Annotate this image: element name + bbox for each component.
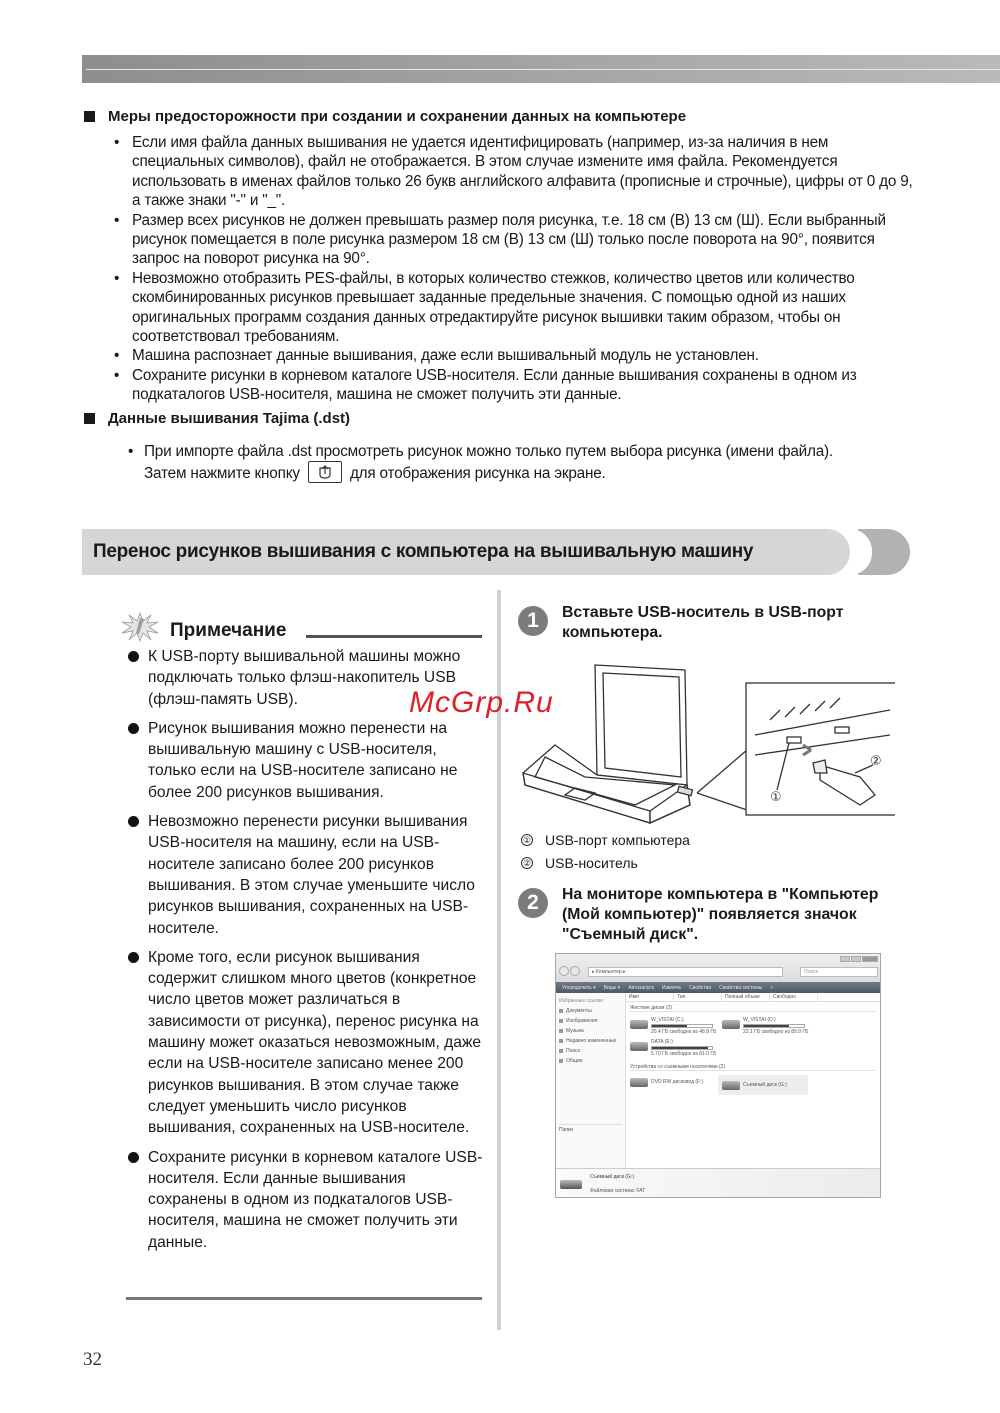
watermark: McGrp.Ru <box>409 686 554 719</box>
note-item: Сохраните рисунки в корневом каталоге USB-носителя. Если данные вышивания сохранены в одном из подкаталогов USB-носителя, машина не сможет получить эти данные. <box>128 1147 488 1253</box>
callout-2: ② USB-носитель <box>522 855 638 871</box>
svg-text:②: ② <box>870 754 882 769</box>
sidebar-item: Музыка <box>559 1028 622 1034</box>
note-item: К USB-порту вышивальной машины можно подключать только флэш-накопитель USB (флэш-память USB). <box>128 646 488 710</box>
tajima-heading: Данные вышивания Tajima (.dst) <box>84 410 350 427</box>
pattern-display-icon <box>308 461 342 483</box>
forward-icon <box>570 966 580 976</box>
tajima-line-1: При импорте файла .dst просмотреть рисунок можно только путем выбора рисунка (имени файла). <box>144 443 833 460</box>
list-item: • Сохраните рисунки в корневом каталоге USB-носителя. Если данные вышивания сохранены в одном из подкаталогов USB-носителя, машина не сможет получить эти данные. <box>114 366 914 405</box>
documents-icon <box>559 1009 563 1013</box>
note-list <box>128 646 488 1261</box>
group-removable: Устройства со съемными носителями (2) <box>630 1064 876 1071</box>
column-headers: Имя Тип Полный объем Свободно <box>626 993 880 1002</box>
drive-e: DATA (E:) 5.70 ГБ свободно из 81.0 ГБ <box>630 1039 716 1057</box>
list-item: • Машина распознает данные вышивания, даже если вышивальный модуль не установлен. <box>114 346 914 365</box>
sidebar-item: Общие <box>559 1058 622 1064</box>
dvd-drive-icon <box>630 1078 648 1087</box>
close-icon <box>862 956 878 962</box>
step-2: 2 На мониторе компьютера в "Компьютер (Мой компьютер)" появляется значок "Съемный диск". <box>518 885 908 945</box>
step-number-badge: 2 <box>518 888 548 918</box>
explorer-titlebar <box>556 954 880 982</box>
maximize-icon <box>851 956 861 962</box>
hard-drive-icon <box>630 1020 648 1029</box>
usb-drive-icon <box>560 1180 582 1189</box>
usb-drive-icon <box>722 1081 740 1090</box>
recent-icon <box>559 1039 563 1043</box>
drive-c: W_VISTAI (C:) 20.4 ГБ свободно из 48.8 ГБ <box>630 1017 716 1035</box>
explorer-content <box>626 993 880 1168</box>
folders-toggle: Папки <box>559 1124 622 1133</box>
precautions-list <box>114 133 914 405</box>
details-pane: Съемный диск (G:) Файловая система: FAT <box>556 1168 880 1198</box>
drive-f: DVD RW дисковод (F:) <box>630 1075 703 1087</box>
nav-buttons <box>559 966 581 976</box>
pictures-icon <box>559 1019 563 1023</box>
back-icon <box>559 966 569 976</box>
step-number-badge: 1 <box>518 606 548 636</box>
tajima-note: • При импорте файла .dst просмотреть рисунок можно только путем выбора рисунка (имени файла). Затем нажмите кнопку для отображения рисунка на экране. <box>128 443 833 483</box>
group-hdd: Жесткие диски (2) <box>630 1005 876 1012</box>
removable-disk-g[interactable]: Съемный диск (G:) <box>718 1075 808 1095</box>
explorer-window-screenshot <box>555 953 881 1198</box>
list-item: • Размер всех рисунков не должен превышать размер поля рисунка, т.е. 18 см (В) 13 см (Ш). Если выбранный рисунок помещается в поле рисунка размером 18 см (В) 13 см (Ш) только после поворота на 90°, появится запрос на поворот рисунка на 90°. <box>114 211 914 269</box>
note-item: Невозможно перенести рисунки вышивания USB-носителя на машину, если на USB-носителе записано более 200 рисунков вышивания. В этом случае уменьшите число рисунков вышивания, сохраненных на USB-носителе. <box>128 811 488 939</box>
explorer-toolbar: Упорядочить ▾ Виды ▾ Автозапуск Извлечь Свойства Свойства системы » <box>556 982 880 993</box>
callout-1: ① USB-порт компьютера <box>522 832 690 848</box>
sidebar-item: Изображения <box>559 1018 622 1024</box>
square-bullet-icon <box>84 413 95 424</box>
note-bottom-rule <box>126 1297 482 1300</box>
square-bullet-icon <box>84 111 95 122</box>
music-icon <box>559 1029 563 1033</box>
minimize-icon <box>840 956 850 962</box>
note-item: Кроме того, если рисунок вышивания содержит слишком много цветов (конкретное число цветов может различаться в зависимости от рисунка), перенос рисунка на машину может оказаться невозможным, даже если на USB-носителе записано менее 200 рисунков вышивания. В этом случае также следует уменьшить число рисунков вышивания, сохраненных на USB-носителе. <box>128 947 488 1139</box>
search-box: Поиск <box>800 967 878 977</box>
list-item: • Если имя файла данных вышивания не удается идентифицировать (например, из-за наличия в нем специальных символов), файл не отображается. В этом случае измените имя файла. Рекомендуется использовать в именах файлов только 26 букв английского алфавита (прописные и строчные), цифры от 0 до 9, а также знаки "-" и "_". <box>114 133 914 211</box>
laptop-usb-illustration <box>515 655 895 825</box>
explorer-sidebar: Избранные ссылки Документы Изображения Музыка Недавно измененные Поиск Общие Папки <box>556 993 626 1168</box>
svg-text:①: ① <box>770 790 782 805</box>
drive-d: W_VISTAI (D:) 22.1 ГБ свободно из 89.9 ГБ <box>722 1017 808 1035</box>
precautions-heading: Меры предосторожности при создании и сохранении данных на компьютере <box>84 108 686 125</box>
hard-drive-icon <box>630 1042 648 1051</box>
note-rule <box>306 635 482 638</box>
search-icon <box>559 1049 563 1053</box>
section-banner: Перенос рисунков вышивания с компьютера на вышивальную машину <box>82 529 850 575</box>
window-controls <box>839 956 878 962</box>
sidebar-item: Недавно измененные <box>559 1038 622 1044</box>
note-heading: Примечание <box>118 612 286 642</box>
page-number: 32 <box>83 1349 102 1370</box>
header-rule <box>86 69 1000 70</box>
hard-drive-icon <box>722 1020 740 1029</box>
public-icon <box>559 1059 563 1063</box>
sidebar-item: Поиск <box>559 1048 622 1054</box>
note-starburst-icon <box>118 612 162 642</box>
address-bar: ▸ Компьютер ▸ <box>588 967 783 977</box>
list-item: • Невозможно отобразить PES-файлы, в которых количество стежков, количество цветов или количество скомбинированных рисунков превышает заданные предельные значения. С помощью одной из наших оригинальных программ создания данных отредактируйте рисунок вышивки таким образом, чтобы он соответствовал требованиям. <box>114 269 914 347</box>
step-1: 1 Вставьте USB-носитель в USB-порт компьютера. <box>518 603 888 643</box>
note-item: Рисунок вышивания можно перенести на вышивальную машину с USB-носителя, только если на USB-носителе записано не более 200 рисунков вышивания. <box>128 718 488 803</box>
header-bar <box>82 55 1000 83</box>
sidebar-item: Документы <box>559 1008 622 1014</box>
banner-cap <box>858 529 910 575</box>
